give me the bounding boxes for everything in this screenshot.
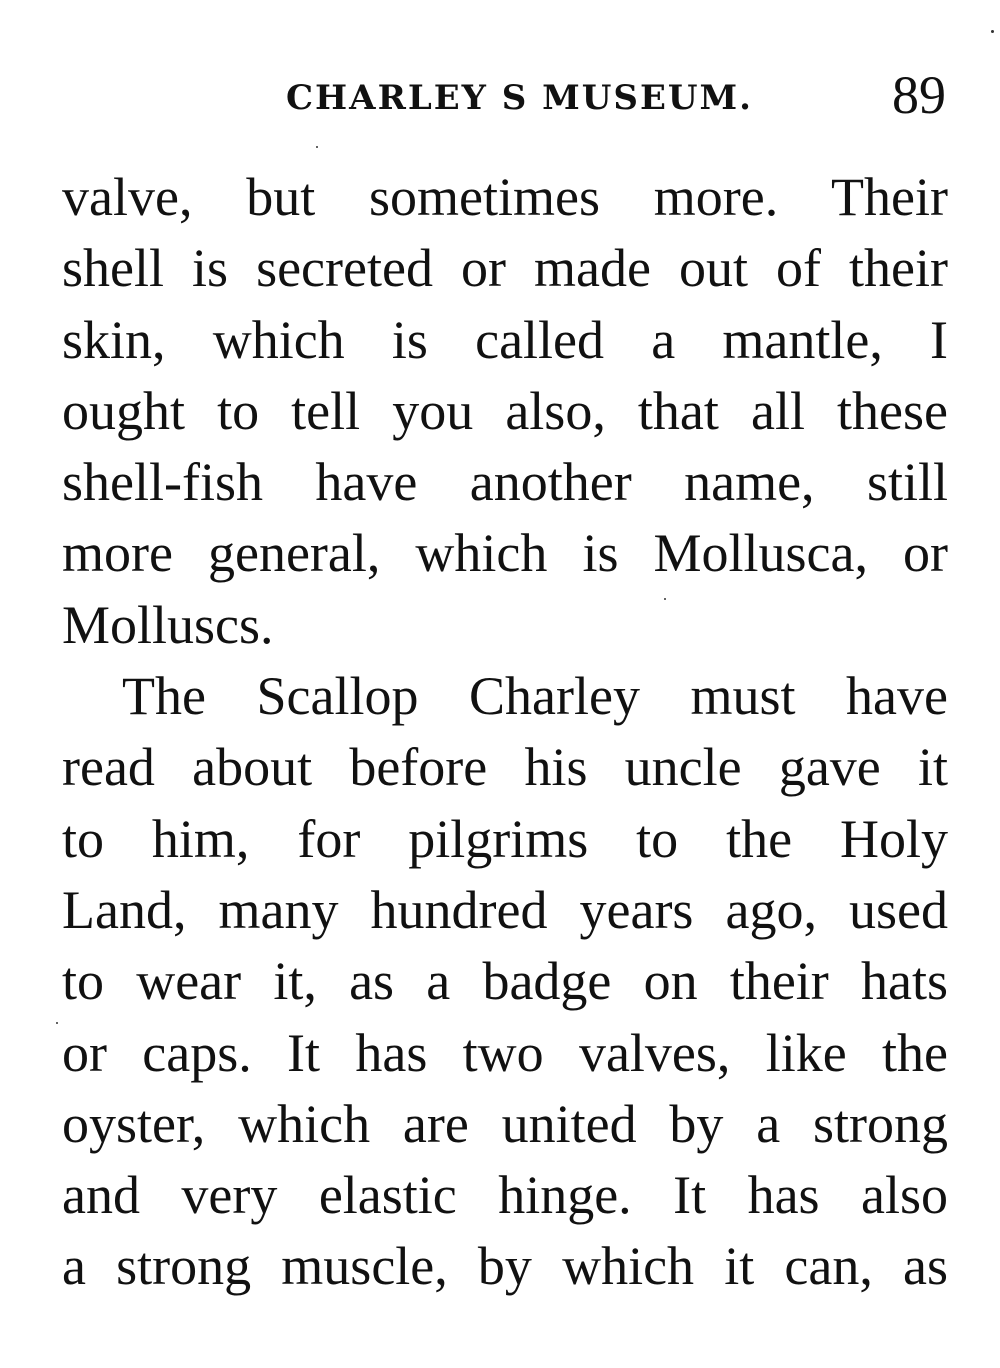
text-line: shell is secreted or made out of their	[62, 238, 948, 299]
text-line: valve, but sometimes more. Their	[62, 167, 948, 227]
text-line: to him, for pilgrims to the Holy	[62, 808, 948, 869]
text-line: Molluscs.	[62, 594, 274, 655]
page-number: 89	[892, 65, 946, 125]
text-line: skin, which is called a mantle, I	[62, 309, 948, 370]
text-line: to wear it, as a badge on their hats	[62, 951, 948, 1012]
body-text	[62, 162, 948, 1303]
print-speck	[664, 598, 666, 600]
text-line: shell-fish have another name, still	[62, 452, 948, 513]
print-speck	[316, 146, 318, 148]
paragraph	[62, 661, 948, 1303]
text-line: Land, many hundred years ago, used	[62, 879, 948, 940]
text-line: ought to tell you also, that all these	[62, 380, 948, 441]
text-line: more general, which is Mollusca, or	[62, 523, 948, 584]
text-line: The Scallop Charley must have	[122, 666, 948, 727]
running-title: CHARLEY S MUSEUM.	[286, 78, 754, 118]
print-speck	[56, 1022, 58, 1024]
print-speck	[991, 30, 994, 33]
text-line: and very elastic hinge. It has also	[62, 1165, 948, 1226]
text-line: or caps. It has two valves, like the	[62, 1022, 948, 1083]
text-line: a strong muscle, by which it can, as	[62, 1236, 948, 1297]
text-line: oyster, which are united by a strong	[62, 1093, 948, 1154]
running-head	[62, 66, 950, 126]
paragraph	[62, 162, 948, 661]
text-line: read about before his uncle gave it	[62, 737, 948, 798]
